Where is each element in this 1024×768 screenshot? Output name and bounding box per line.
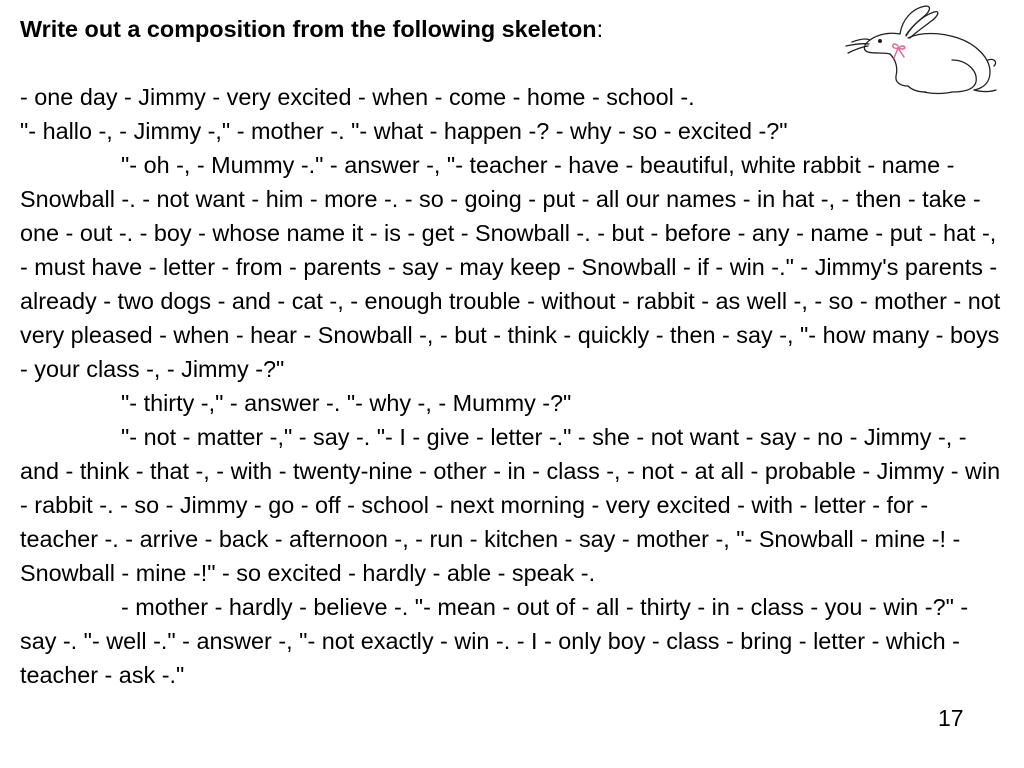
- composition-text: [20, 12, 1005, 692]
- paragraph-1: - one day - Jimmy - very excited - when - come - home - school -.: [20, 84, 695, 110]
- slide-title: Write out a composition from the following skeleton: [20, 16, 597, 42]
- rabbit-sketch-icon: [840, 2, 1000, 100]
- paragraph-6: - mother - hardly - believe -. "- mean - out of - all - thirty - in - class - you - win -?" - say -. "- well -." - answer -, "- not exactly - win -. - I - only boy - class - bring - letter - which - teacher - ask -.": [20, 594, 969, 688]
- paragraph-2: "- hallo -, - Jimmy -," - mother -. "- what - happen -? - why - so - excited -?": [20, 118, 788, 144]
- paragraph-4: "- thirty -," - answer -. "- why -, - Mummy -?": [121, 390, 572, 416]
- paragraph-5: "- not - matter -," - say -. "- I - give - letter -." - she - not want - say - no - Jimmy -, - and - think - that -, - with - twenty-nine - other - in - class -, - not - at all - probable - Jimmy - win - rabbit -. - so - Jimmy - go - off - school - next morning - very excited - with - letter - for - teacher -. - arrive - back - afternoon -, - run - kitchen - say - mother -, "- Snowball - mine -! - Snowball - mine -!" - so excited - hardly - able - speak -.: [20, 424, 1001, 586]
- page-number: 17: [938, 705, 964, 731]
- title-colon: :: [596, 16, 604, 42]
- paragraph-3: "- oh -, - Mummy -." - answer -, "- teacher - have - beautiful, white rabbit - name - Snowball -. - not want - him - more -. - so - going - put - all our names - in hat -, - then - take - one - out -. - boy - whose name it - is - get - Snowball -. - but - before - any - name - put - hat -, - must have - letter - from - parents - say - may keep - Snowball - if - win -." - Jimmy's parents - already - two dogs - and - cat -, - enough trouble - without - rabbit - as well -, - so - mother - not very pleased - when - hear - Snowball -, - but - think - quickly - then - say -, "- how many - boys - your class -, - Jimmy -?": [20, 152, 1001, 382]
